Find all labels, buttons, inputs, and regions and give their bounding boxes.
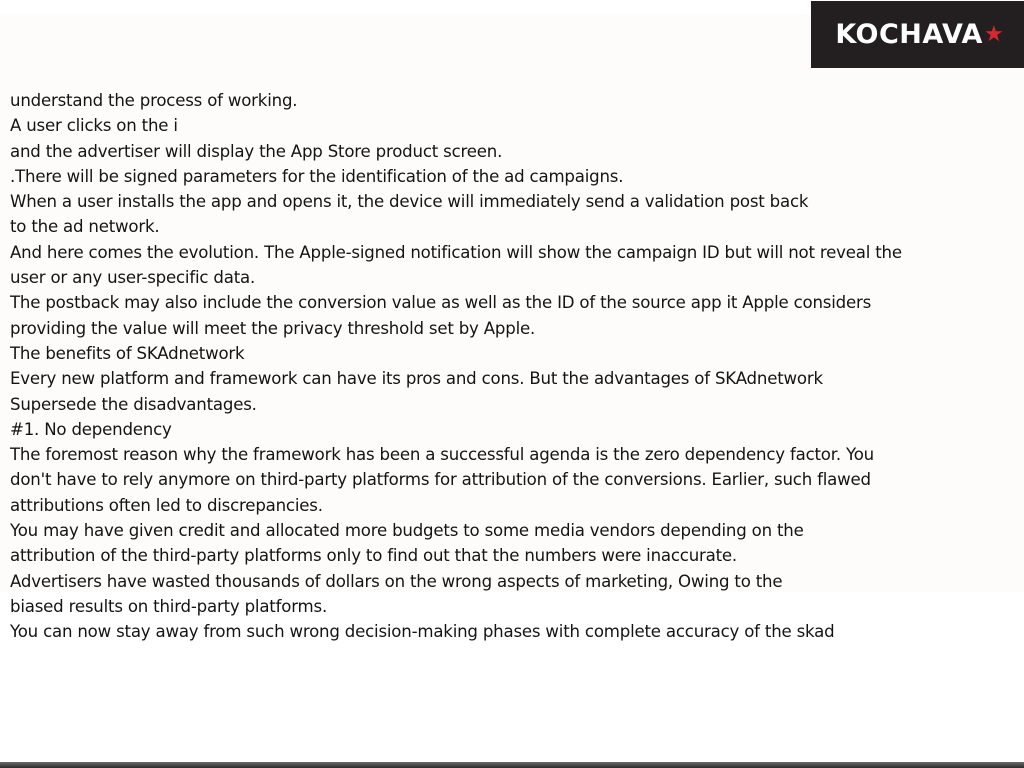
- text-line: to the ad network.: [10, 217, 160, 237]
- text-line: and the advertiser will display the App Store product screen.: [10, 141, 503, 161]
- text-line: When a user installs the app and opens it, the device will immediately send a validation post back: [10, 192, 809, 212]
- text-line: Every new platform and framework can have its pros and cons. But the advantages of SKAdnetwork: [10, 369, 823, 389]
- kochava-logo: [811, 1, 1024, 68]
- text-line: You may have given credit and allocated more budgets to some media vendors depending on the: [10, 521, 804, 541]
- text-line: A user clicks on the i: [10, 116, 178, 136]
- text-line: providing the value will meet the privacy threshold set by Apple.: [10, 318, 536, 338]
- section-heading: The benefits of SKAdnetwork: [10, 343, 245, 363]
- body-text: [10, 88, 1015, 645]
- text-line: attributions often led to discrepancies.: [10, 495, 323, 515]
- text-line: understand the process of working.: [10, 91, 298, 110]
- text-line: user or any user-specific data.: [10, 268, 256, 288]
- star-icon: ★: [983, 22, 1004, 47]
- text-line: Supersede the disadvantages.: [10, 394, 257, 414]
- text-line: The postback may also include the conversion value as well as the ID of the source app it Apple considers: [10, 293, 872, 313]
- text-line: And here comes the evolution. The Apple-signed notification will show the campaign ID but will not reveal the: [10, 242, 902, 262]
- bottom-divider: [0, 762, 1024, 768]
- text-line: .There will be signed parameters for the identification of the ad campaigns.: [10, 166, 624, 186]
- logo-text: KOCHAVA: [835, 19, 983, 50]
- text-line: biased results on third-party platforms.: [10, 596, 328, 616]
- text-line: don't have to rely anymore on third-party platforms for attribution of the conversions. Earlier, such flawed: [10, 470, 871, 490]
- text-line: You can now stay away from such wrong decision-making phases with complete accuracy of the skad: [10, 622, 835, 642]
- text-line: The foremost reason why the framework has been a successful agenda is the zero dependency factor. You: [10, 445, 874, 465]
- section-heading: #1. No dependency: [10, 419, 172, 439]
- text-line: attribution of the third-party platforms only to find out that the numbers were inaccurate.: [10, 546, 737, 566]
- text-line: Advertisers have wasted thousands of dollars on the wrong aspects of marketing, Owing to the: [10, 571, 783, 591]
